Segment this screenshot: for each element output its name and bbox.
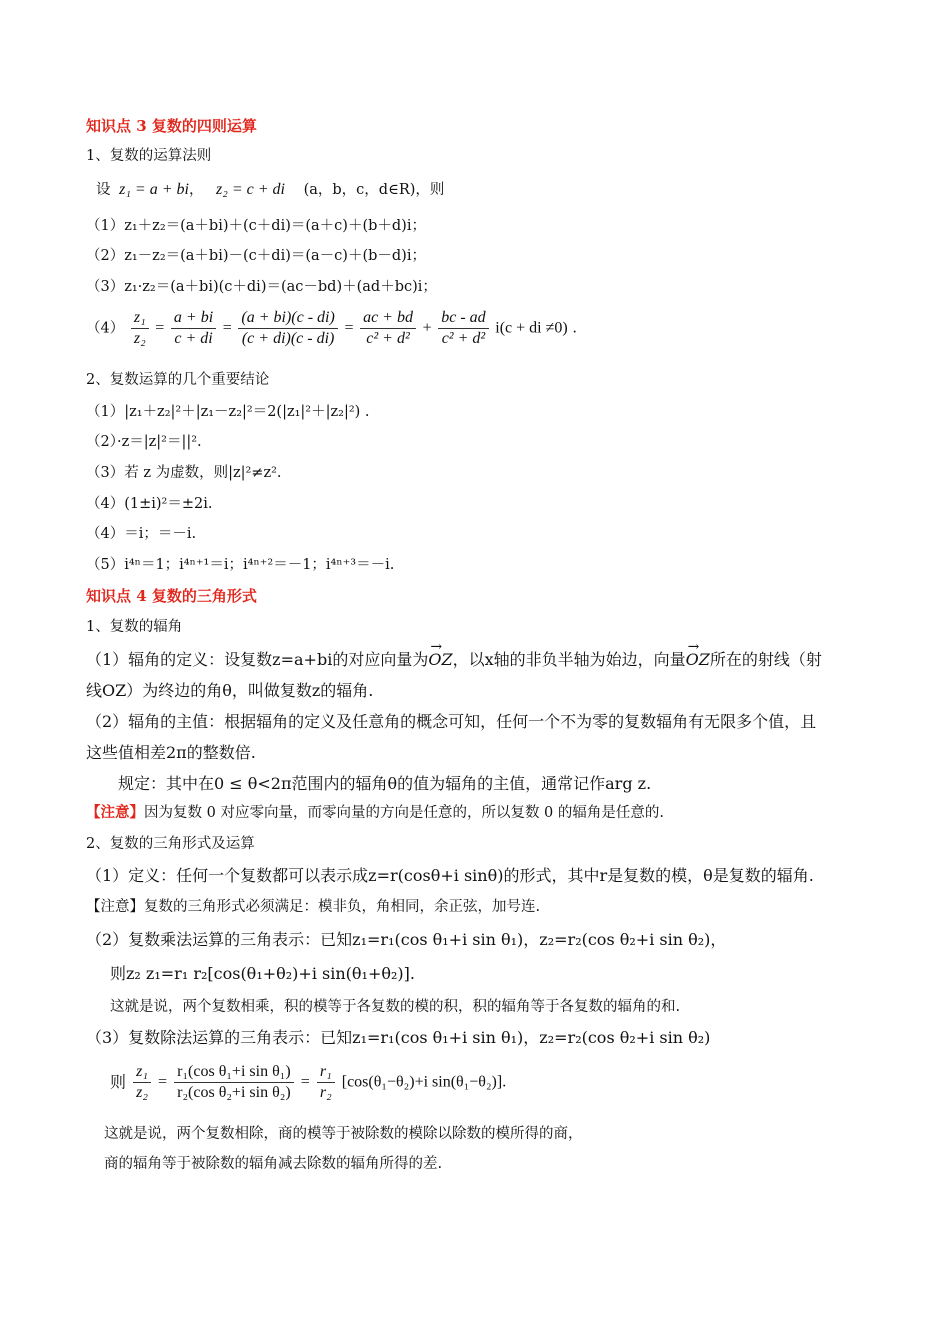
intro-prefix: 设 <box>96 182 111 198</box>
argument-definition-part3: 所在的射线（射 <box>709 650 822 669</box>
fraction-a-bi: $\frac{a + bi}{c + di}$ <box>171 308 216 349</box>
rule-division-label: （4） <box>86 320 125 337</box>
conclusion-4: （4）(1±i)²＝±2i. <box>86 496 213 512</box>
section-heading-kp4: 知识点 4 复数的三角形式 <box>86 587 257 605</box>
division-prefix: 则 <box>110 1072 127 1092</box>
intro-suffix: (a，b，c，d∈R)，则 <box>303 182 445 198</box>
division-intro: （3）复数除法运算的三角表示：已知z₁=r₁(cos θ₁+i sin θ₁)，z₂=r₂(cos θ₂+i sin θ₂) <box>86 1028 711 1047</box>
division-tail: [cos(θ₁−θ₂)+i sin(θ₁−θ₂)]. <box>341 1073 507 1091</box>
note-zero-argument <box>86 803 664 823</box>
subheading-operation-rules: 1、复数的运算法则 <box>86 148 212 164</box>
multiplication-explain: 这就是说，两个复数相乘，积的模等于各复数的模的积，积的辐角等于各复数的辐角的和. <box>110 999 681 1015</box>
rule-division: （4） $\frac{\text{z₁}}{\text{z₂}}$ = $\frac{a + bi}{c + di}$ = $\frac{(a + bi)(c - di)}{(c + di)(c - di)}$ = $\frac{ac + bd}{\text{c² + d²}}$ + $\frac{bc - ad}{\text{c² + d²}}$ i(c + di ≠0) . <box>86 309 577 347</box>
conclusion-4b: （4）＝i；＝－i. <box>86 526 197 542</box>
z2-definition: z₂ = c + di <box>216 181 285 198</box>
division-fraction-z: $\frac{\text{z₁}}{\text{z₂}}$ <box>133 1062 151 1103</box>
trig-form-definition: （1）定义：任何一个复数都可以表示成z=r(cosθ+i sinθ)的形式，其中r是复数的模，θ是复数的辐角. <box>86 866 814 885</box>
division-result: 则 $\frac{\text{z₁}}{\text{z₂}}$ = $\frac{\text{r₁(cos θ₁+i sin θ₁)}}{\text{r₂(cos θ₂+i sin θ₂)}}$ = $\frac{\text{r₁}}{\text{r₂}}$ [cos(θ₁−θ₂)+i sin(θ₁−θ₂)]. <box>110 1063 507 1101</box>
rule-addition: （1）z₁＋z₂＝(a＋bi)＋(c＋di)＝(a＋c)＋(b＋d)i； <box>86 218 426 234</box>
fraction-imag-part: $\frac{bc - ad}{\text{c² + d²}}$ <box>438 308 488 349</box>
division-explain-1: 这就是说，两个复数相除，商的模等于被除数的模除以除数的模所得的商， <box>104 1126 583 1142</box>
subheading-argument: 1、复数的辐角 <box>86 619 183 635</box>
multiplication-intro: （2）复数乘法运算的三角表示：已知z₁=r₁(cos θ₁+i sin θ₁)，z₂=r₂(cos θ₂+i sin θ₂)， <box>86 930 727 949</box>
note-trig-form: 【注意】复数的三角形式必须满足：模非负，角相同，余正弦，加号连. <box>86 899 541 915</box>
note-tag: 【注意】 <box>86 804 144 821</box>
vector-oz-2: → OZ <box>686 644 710 675</box>
argument-definition-part1: （1）辐角的定义：设复数z=a+bi的对应向量为 <box>86 650 429 669</box>
division-fraction-trig: $\frac{\text{r₁(cos θ₁+i sin θ₁)}}{\text{r₂(cos θ₂+i sin θ₂)}}$ <box>174 1062 294 1103</box>
fraction-real-part: $\frac{ac + bd}{\text{c² + d²}}$ <box>360 308 416 349</box>
rule-subtraction: （2）z₁－z₂＝(a＋bi)－(c＋di)＝(a－c)＋(b－d)i； <box>86 248 426 264</box>
conclusion-2: （2）·z＝|z|²＝||². <box>86 434 202 450</box>
rule-multiplication: （3）z₁·z₂＝(a＋bi)(c＋di)＝(ac－bd)＋(ad＋bc)i； <box>86 279 437 295</box>
principal-value-rule: 规定：其中在0 ≤ θ<2π范围内的辐角θ的值为辐角的主值，通常记作arg z. <box>118 774 652 793</box>
conclusion-1: （1）|z₁＋z₂|²＋|z₁－z₂|²＝2(|z₁|²＋|z₂|²) . <box>86 404 370 420</box>
z1-definition: z₁ = a + bi <box>119 181 189 198</box>
subheading-conclusions: 2、复数运算的几个重要结论 <box>86 372 270 388</box>
argument-definition-cont: 线OZ）为终边的角θ，叫做复数z的辐角. <box>86 681 374 700</box>
intro-line: 设 z₁ = a + bi， z₂ = c + di (a，b，c，d∈R)，则 <box>96 181 445 198</box>
principal-value-cont: 这些值相差2π的整数倍. <box>86 743 256 762</box>
section-heading-kp3: 知识点 3 复数的四则运算 <box>86 117 257 135</box>
rule-division-tail: i(c + di ≠0) <box>495 319 568 337</box>
note-text: 因为复数 0 对应零向量，而零向量的方向是任意的，所以复数 0 的辐角是任意的. <box>144 805 664 821</box>
fraction-z1-z2: $\frac{\text{z₁}}{\text{z₂}}$ <box>131 308 149 349</box>
argument-definition-part2: ，以x轴的非负半轴为始边，向量 <box>452 650 686 669</box>
argument-definition <box>86 644 866 675</box>
multiplication-result: 则z₂ z₁=r₁ r₂[cos(θ₁+θ₂)+i sin(θ₁+θ₂)]. <box>110 964 415 983</box>
fraction-conjugate: $\frac{(a + bi)(c - di)}{(c + di)(c - di)}$ <box>238 308 337 349</box>
principal-value-text: （2）辐角的主值：根据辐角的定义及任意角的概念可知，任何一个不为零的复数辐角有无限多个值，且 <box>86 712 817 731</box>
subheading-trig-form: 2、复数的三角形式及运算 <box>86 836 255 852</box>
division-explain-2: 商的辐角等于被除数的辐角减去除数的辐角所得的差. <box>104 1156 443 1172</box>
vector-oz-1: → OZ <box>428 644 452 675</box>
conclusion-3: （3）若 z 为虚数，则|z|²≠z². <box>86 465 282 481</box>
division-fraction-r: $\frac{\text{r₁}}{\text{r₂}}$ <box>317 1062 335 1103</box>
conclusion-5: （5）i⁴ⁿ＝1；i⁴ⁿ⁺¹＝i；i⁴ⁿ⁺²＝－1；i⁴ⁿ⁺³＝－i. <box>86 557 395 573</box>
